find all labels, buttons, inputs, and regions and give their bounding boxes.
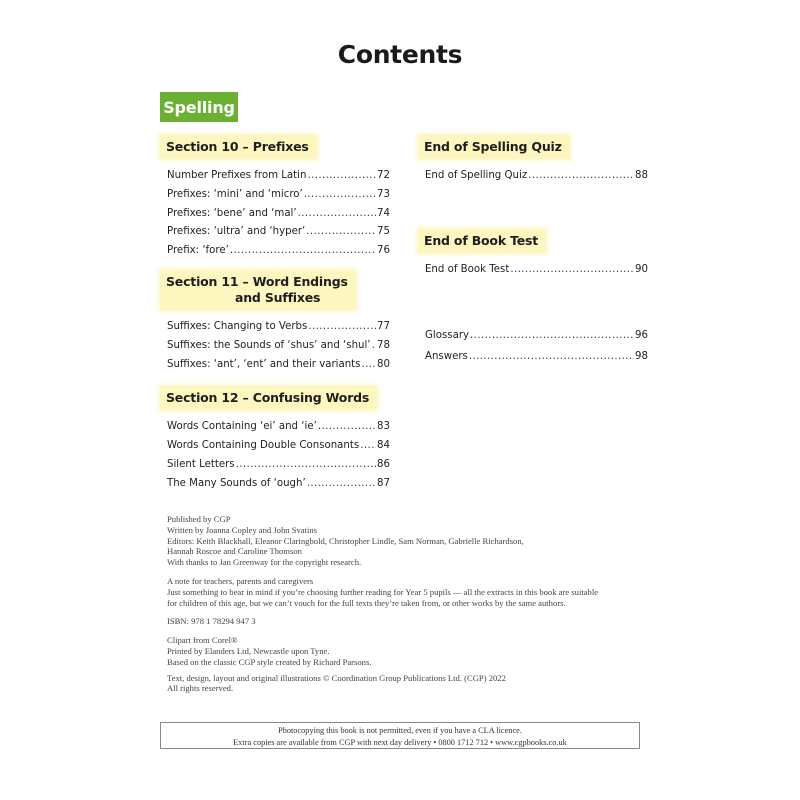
section-heading [160,270,356,310]
toc-entry-title: Suffixes: ‘ant’, ‘ent’ and their variants [167,358,361,370]
toc-entry[interactable] [160,456,390,475]
authors-line: Written by Joanna Copley and John Svatins [167,524,318,535]
section-heading-text: Section 11 – Word Endings [166,273,348,289]
toc-entry-title: Glossary [425,329,470,341]
toc-entry-title: Answers [425,351,468,363]
clipart-credit: Clipart from Corel® [167,635,238,646]
toc-entry-page: 72 [377,170,390,181]
toc-section-book-test [418,229,648,280]
dot-leader [298,205,376,224]
toc-entry-page: 77 [377,320,390,332]
toc-entry-title: Prefixes: ‘bene’ and ‘mal’ [167,207,297,219]
dot-leader [307,167,376,186]
section-heading-text: Section 12 – Confusing Words [166,390,370,406]
toc-left-column [160,135,390,494]
section-heading [160,135,317,159]
section-heading-text: End of Book Test [424,232,539,248]
toc-entry-title: The Many Sounds of ‘ough’ [167,477,306,489]
toc-entry-page: 87 [377,477,390,489]
toc-entry-page: 80 [377,358,390,370]
section-heading [160,386,377,410]
dot-leader [360,437,376,456]
editors-line-2: Hannah Roscoe and Caroline Thomson [167,546,302,557]
dot-leader [469,348,634,367]
toc-entry[interactable] [418,167,648,186]
spacer [167,568,657,576]
toc-entry[interactable] [160,318,390,337]
toc-entry-page: 83 [377,421,390,433]
toc-entry-title: Prefix: ‘fore’ [167,245,229,257]
toc-entry-page: 78 [377,339,390,351]
notice-line-2: Extra copies are available from CGP with next day delivery • 0800 1712 712 • www.cgpbooks.co.uk [233,737,567,747]
toc-entry-glossary[interactable] [418,327,648,346]
section-heading [418,135,570,159]
toc-list [160,418,390,493]
toc-entry-page: 73 [377,188,390,200]
toc-list [418,261,648,280]
toc-entry[interactable] [160,356,390,375]
note-line-2: for children of this age, but we can’t vouch for the full texts they’re taken from, or other works by the same authors. [167,597,566,608]
toc-entry[interactable] [160,205,390,224]
toc-entry-page: 74 [377,207,390,219]
spacer [167,627,657,635]
toc-entry-page: 90 [635,263,648,275]
toc-entry-page: 88 [635,170,648,181]
dot-leader [236,456,376,475]
toc-section-spelling-quiz [418,135,648,186]
toc-entry-title: Words Containing Double Consonants [167,440,360,452]
dot-leader [510,261,634,280]
toc-entry-page: 84 [377,440,390,452]
toc-list [160,167,390,261]
dot-leader [362,356,377,375]
copyright-line: Text, design, layout and original illustrations © Coordination Group Publications Ltd. (CGP) 2022 [167,672,506,683]
section-heading-text-line2: and Suffixes [235,289,321,305]
printer-credit: Printed by Elanders Ltd, Newcastle upon Tyne. [167,645,330,656]
toc-entry-title: Silent Letters [167,458,235,470]
thanks-line: With thanks to Jan Greenway for the copyright research. [167,557,362,568]
section-heading-text: Section 10 – Prefixes [166,139,309,154]
dot-leader [528,167,634,186]
toc-entry[interactable] [160,437,390,456]
toc-entry-page: 76 [377,245,390,257]
subject-badge-spelling: Spelling [160,92,238,122]
toc-entry[interactable] [160,167,390,186]
note-line: Just something to bear in mind if you’re choosing further reading for Year 5 pupils — all the extracts in this book are suitable [167,586,599,597]
toc-entry-page: 96 [635,329,648,341]
toc-section-10 [160,135,390,261]
dot-leader [308,318,376,337]
toc-entry-title: End of Spelling Quiz [425,170,528,181]
style-credit: Based on the classic CGP style created by Richard Parsons. [167,656,372,667]
note-heading: A note for teachers, parents and caregivers [167,575,314,586]
rights-line: All rights reserved. [167,683,234,694]
section-heading [418,229,546,253]
toc-entry-page: 98 [635,351,648,363]
dot-leader [304,186,376,205]
toc-entry[interactable] [160,186,390,205]
toc-entry-title: Number Prefixes from Latin [167,170,307,181]
dot-leader [307,475,376,494]
dot-leader [318,418,376,437]
toc-entry-title: Suffixes: the Sounds of ‘shus’ and ‘shul’ [167,339,371,351]
publisher-line: Published by CGP [167,514,231,524]
page-title: Contents [337,40,463,69]
toc-entry[interactable] [160,223,390,242]
toc-entry[interactable] [160,242,390,261]
toc-entry[interactable] [160,418,390,437]
toc-entry-title: End of Book Test [425,263,510,275]
toc-entry-page: 75 [377,226,390,238]
dot-leader [470,327,634,346]
toc-entry-title: Suffixes: Changing to Verbs [167,320,308,332]
photocopy-notice-box [160,722,640,749]
dot-leader [306,223,376,242]
toc-right-column [418,135,648,367]
editors-line: Editors: Keith Blackhall, Eleanor Claringbold, Christopher Lindle, Sam Norman, Gabrielle Richardson, [167,535,524,546]
toc-entry-title: Words Containing ‘ei’ and ‘ie’ [167,421,317,433]
toc-section-12 [160,386,390,493]
toc-entry-title: Prefixes: ‘mini’ and ‘micro’ [167,188,303,200]
spacer [167,608,657,616]
toc-section-11 [160,270,390,374]
toc-list [418,167,648,186]
toc-entry-answers[interactable] [418,348,648,367]
notice-line: Photocopying this book is not permitted, even if you have a CLA licence. [278,726,522,735]
dot-leader [230,242,376,261]
toc-entry-title: Prefixes: ‘ultra’ and ‘hyper’ [167,226,306,238]
toc-entry[interactable] [418,261,648,280]
toc-entry[interactable] [160,475,390,494]
section-heading-text: End of Spelling Quiz [424,139,562,154]
toc-entry-page: 86 [377,458,390,470]
isbn: ISBN: 978 1 78294 947 3 [167,616,256,627]
toc-extras-list [418,327,648,368]
dot-leader [372,337,376,356]
imprint-block [167,514,657,694]
toc-list [160,318,390,374]
toc-entry[interactable] [160,337,390,356]
